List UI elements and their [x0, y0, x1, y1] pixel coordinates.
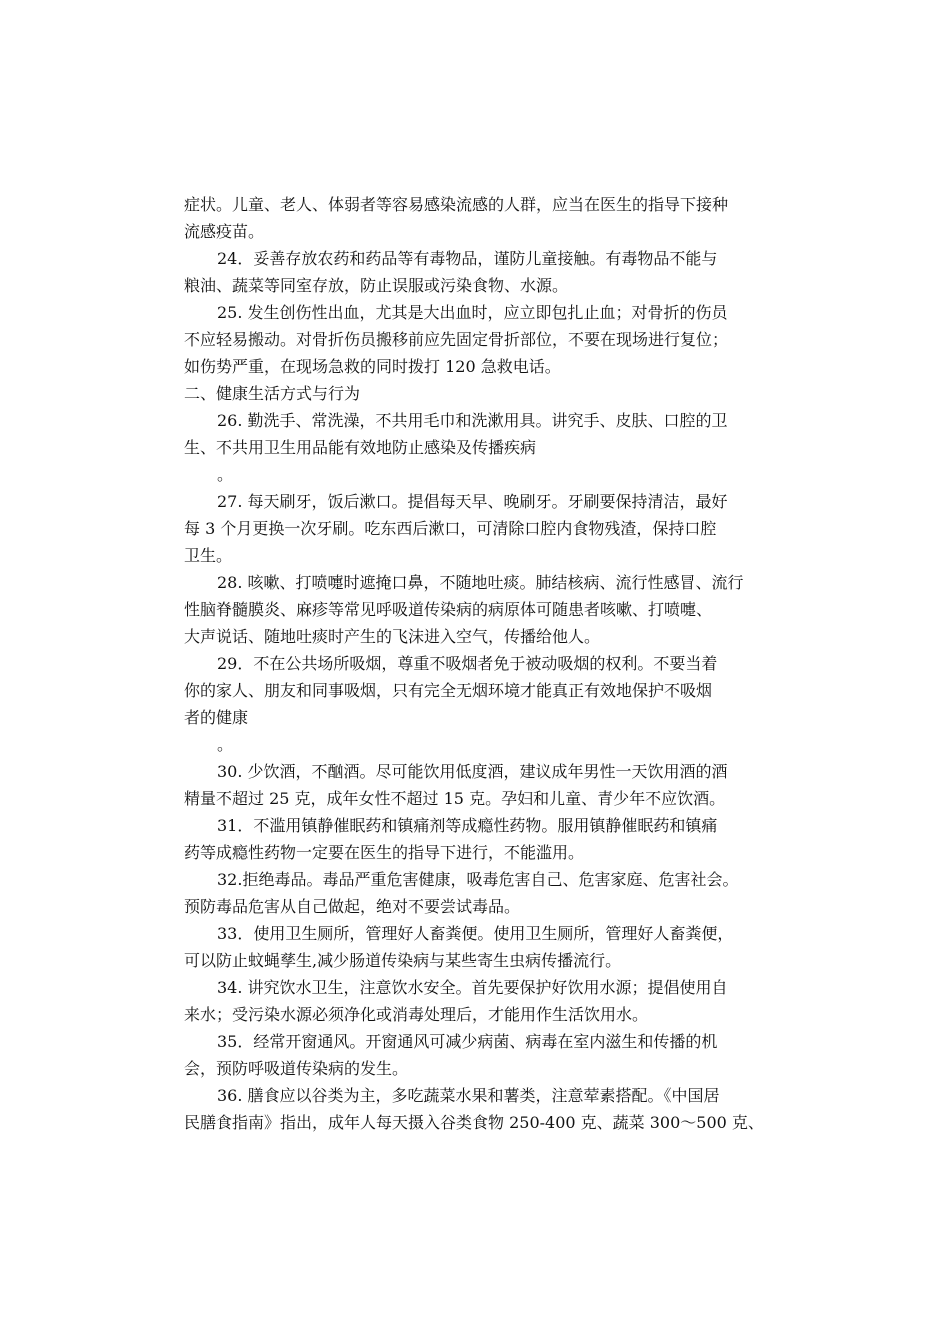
text-line: 如伤势严重，在现场急救的同时拨打 120 急救电话。	[184, 357, 561, 376]
text-line: 。	[217, 465, 234, 484]
text-line: 30. 少饮酒，不酗酒。尽可能饮用低度酒，建议成年男性一天饮用酒的酒	[217, 762, 728, 781]
text-line: 来水；受污染水源必须净化或消毒处理后，才能用作生活饮用水。	[184, 1005, 649, 1024]
text-line: 预防毒品危害从自己做起，绝对不要尝试毒品。	[184, 897, 521, 916]
paragraph-24	[184, 245, 774, 299]
text-line: 36. 膳食应以谷类为主，多吃蔬菜水果和薯类，注意荤素搭配。《中国居	[217, 1086, 720, 1105]
paragraph-25	[184, 299, 774, 380]
text-line: 民膳食指南》指出，成年人每天摄入谷类食物 250-400 克、蔬菜 300～500 克、	[184, 1113, 764, 1132]
text-line: 精量不超过 25 克，成年女性不超过 15 克。孕妇和儿童、青少年不应饮酒。	[184, 789, 726, 808]
document-page	[184, 191, 774, 1136]
text-line: 大声说话、随地吐痰时产生的飞沫进入空气，传播给他人。	[184, 627, 601, 646]
text-line: 药等成瘾性药物一定要在医生的指导下进行，不能滥用。	[184, 843, 585, 862]
paragraph-30	[184, 758, 774, 812]
text-line: 症状。儿童、老人、体弱者等容易感染流感的人群，应当在医生的指导下接种	[184, 195, 729, 214]
text-line: 28. 咳嗽、打喷嚏时遮掩口鼻，不随地吐痰。肺结核病、流行性感冒、流行	[217, 573, 744, 592]
text-line: 你的家人、朋友和同事吸烟，只有完全无烟环境才能真正有效地保护不吸烟	[184, 681, 713, 700]
text-line: 31．不滥用镇静催眠药和镇痛剂等成瘾性药物。服用镇静催眠药和镇痛	[217, 816, 718, 835]
text-line: 24．妥善存放农药和药品等有毒物品，谨防儿童接触。有毒物品不能与	[217, 249, 718, 268]
paragraph-33	[184, 920, 774, 974]
paragraph-36	[184, 1082, 774, 1136]
paragraph-29	[184, 650, 774, 758]
text-line: 34. 讲究饮水卫生，注意饮水安全。首先要保护好饮用水源；提倡使用自	[217, 978, 728, 997]
text-line: 25. 发生创伤性出血，尤其是大出血时，应立即包扎止血；对骨折的伤员	[217, 303, 728, 322]
paragraph-26	[184, 407, 774, 488]
text-line: 29．不在公共场所吸烟，尊重不吸烟者免于被动吸烟的权利。不要当着	[217, 654, 718, 673]
text-line: 35．经常开窗通风。开窗通风可减少病菌、病毒在室内滋生和传播的机	[217, 1032, 718, 1051]
text-line: 不应轻易搬动。对骨折伤员搬移前应先固定骨折部位，不要在现场进行复位；	[184, 330, 729, 349]
text-line: 33．使用卫生厕所，管理好人畜粪便。使用卫生厕所，管理好人畜粪便，	[217, 924, 734, 943]
paragraph-35	[184, 1028, 774, 1082]
text-line: 32.拒绝毒品。毒品严重危害健康，吸毒危害自己、危害家庭、危害社会。	[217, 870, 739, 889]
paragraph-continued	[184, 191, 774, 245]
paragraph-34	[184, 974, 774, 1028]
text-line: 性脑脊髓膜炎、麻疹等常见呼吸道传染病的病原体可随患者咳嗽、打喷嚏、	[184, 600, 713, 619]
text-line: 。	[217, 735, 234, 754]
paragraph-32	[184, 866, 774, 920]
text-line: 者的健康	[184, 708, 249, 727]
text-line: 卫生。	[184, 546, 233, 565]
paragraph-31	[184, 812, 774, 866]
text-line: 可以防止蚊蝇孳生,减少肠道传染病与某些寄生虫病传播流行。	[184, 951, 622, 970]
text-line: 生、不共用卫生用品能有效地防止感染及传播疾病	[184, 438, 537, 457]
text-line: 粮油、蔬菜等同室存放，防止误服或污染食物、水源。	[184, 276, 569, 295]
text-line: 流感疫苗。	[184, 222, 265, 241]
text-line: 26. 勤洗手、常洗澡，不共用毛巾和洗漱用具。讲究手、皮肤、口腔的卫	[217, 411, 728, 430]
paragraph-27	[184, 488, 774, 569]
paragraph-28	[184, 569, 774, 650]
section-heading	[184, 380, 774, 407]
text-line: 每 3 个月更换一次牙刷。吃东西后漱口，可清除口腔内食物残渣，保持口腔	[184, 519, 717, 538]
text-line: 会，预防呼吸道传染病的发生。	[184, 1059, 409, 1078]
section-title: 二、健康生活方式与行为	[184, 384, 361, 403]
text-line: 27. 每天刷牙，饭后漱口。提倡每天早、晚刷牙。牙刷要保持清洁，最好	[217, 492, 728, 511]
